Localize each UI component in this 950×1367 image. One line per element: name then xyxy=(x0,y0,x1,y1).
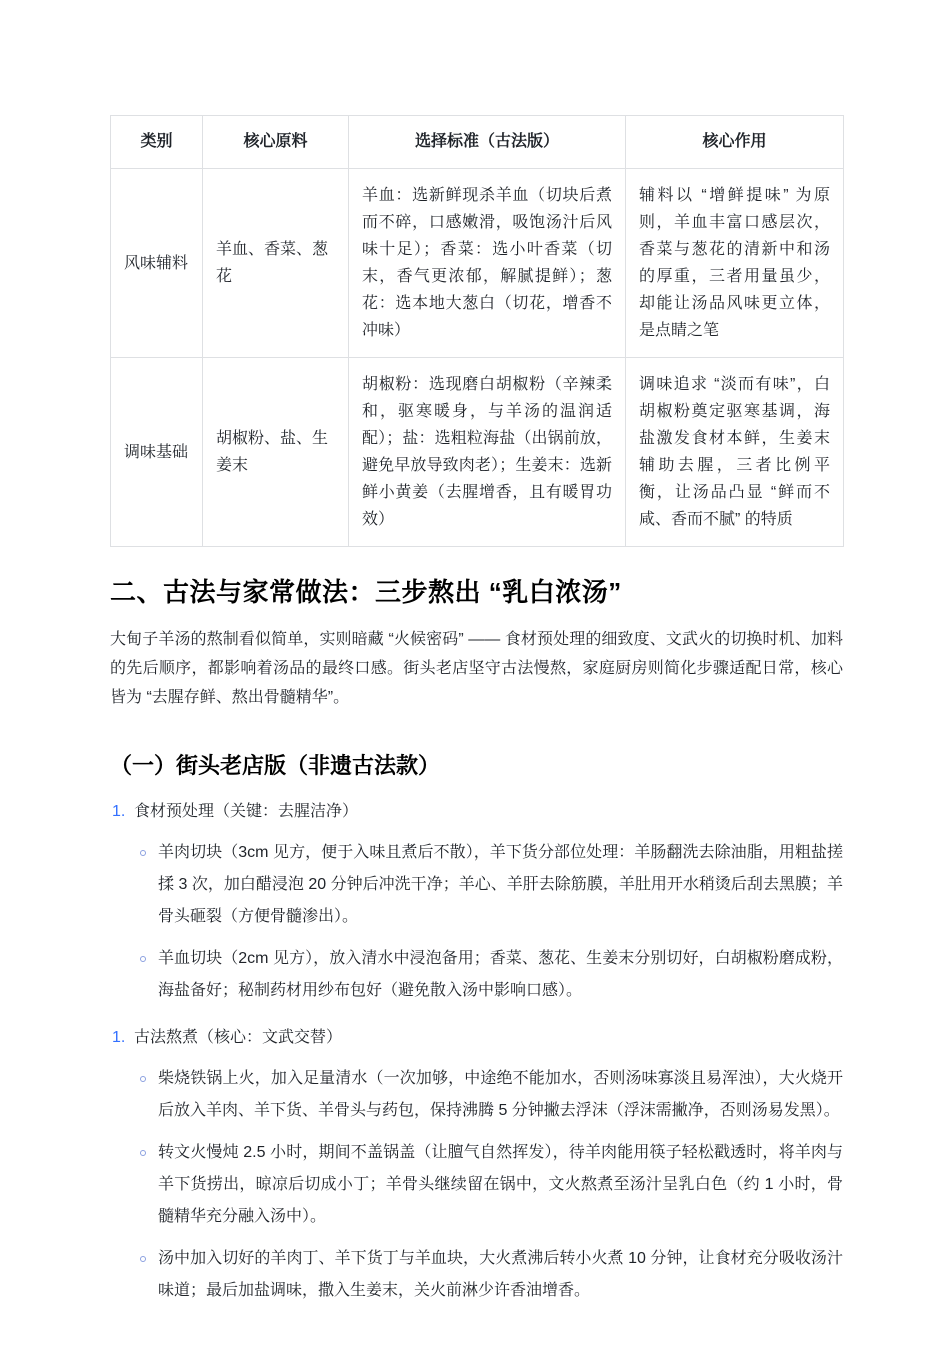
step-item-preprocessing xyxy=(110,797,843,1007)
list-item xyxy=(140,1137,843,1233)
step-label: 古法熬煮（核心：文武交替） xyxy=(134,1029,343,1046)
document-page xyxy=(110,0,843,1367)
bullet-text: 柴烧铁锅上火，加入足量清水（一次加够，中途绝不能加水，否则汤味寡淡且易浑浊），大火烧开后放入羊肉、羊下货、羊骨头与药包，保持沸腾 5 分钟撇去浮沫（浮沫需撇净，否则汤易发黑）。 xyxy=(158,1070,843,1119)
list-item xyxy=(140,943,843,1007)
col-header-standard: 选择标准（古法版） xyxy=(349,116,626,169)
cell-ingredients: 羊血、香菜、葱花 xyxy=(203,169,349,358)
list-item xyxy=(140,1063,843,1127)
table-header-row xyxy=(111,116,844,169)
bullet-text: 羊肉切块（3cm 见方，便于入味且煮后不散），羊下货分部位处理：羊肠翻洗去除油脂，用粗盐搓揉 3 次，加白醋浸泡 20 分钟后冲洗干净；羊心、羊肝去除筋膜，羊肚用开水稍烫后刮去黑膜；羊骨头砸裂（方便骨髓渗出）。 xyxy=(158,844,843,925)
list-item xyxy=(140,1243,843,1307)
circle-bullet-icon xyxy=(140,956,146,962)
list-number: 1. xyxy=(112,1029,126,1046)
cell-category: 调味基础 xyxy=(111,358,203,547)
step-heading xyxy=(110,1023,843,1053)
ingredient-table xyxy=(110,115,844,547)
circle-bullet-icon xyxy=(140,1076,146,1082)
section-intro-paragraph: 大甸子羊汤的熬制看似简单，实则暗藏 “火候密码” —— 食材预处理的细致度、文武火的切换时机、加料的先后顺序，都影响着汤品的最终口感。街头老店坚守古法慢熬，家庭厨房则简化步骤适配日常，核心皆为 “去腥存鲜、熬出骨髓精华”。 xyxy=(110,631,843,706)
section-title: 二、古法与家常做法：三步熬出 “乳白浓汤” xyxy=(110,577,622,607)
cell-role: 调味追求 “淡而有味”，白胡椒粉奠定驱寒基调，海盐激发食材本鲜，生姜末辅助去腥，三者比例平衡，让汤品凸显 “鲜而不咸、香而不腻” 的特质 xyxy=(626,358,844,547)
circle-bullet-icon xyxy=(140,850,146,856)
step-item-boiling xyxy=(110,1023,843,1307)
list-item xyxy=(140,837,843,933)
bullet-text: 转文火慢炖 2.5 小时，期间不盖锅盖（让膻气自然挥发），待羊肉能用筷子轻松戳透时，将羊肉与羊下货捞出，晾凉后切成小丁；羊骨头继续留在锅中，文火熬煮至汤汁呈乳白色（约 1 小时，骨髓精华充分融入汤中）。 xyxy=(158,1144,843,1225)
col-header-category: 类别 xyxy=(111,116,203,169)
cell-standard: 胡椒粉：选现磨白胡椒粉（辛辣柔和，驱寒暖身，与羊汤的温润适配）；盐：选粗粒海盐（出锅前放，避免早放导致肉老）；生姜末：选新鲜小黄姜（去腥增香，且有暖胃功效） xyxy=(349,358,626,547)
cell-ingredients: 胡椒粉、盐、生姜末 xyxy=(203,358,349,547)
cell-standard: 羊血：选新鲜现杀羊血（切块后煮而不碎，口感嫩滑，吸饱汤汁后风味十足）；香菜：选小叶香菜（切末，香气更浓郁，解腻提鲜）；葱花：选本地大葱白（切花，增香不冲味） xyxy=(349,169,626,358)
bullet-text: 汤中加入切好的羊肉丁、羊下货丁与羊血块，大火煮沸后转小火煮 10 分钟，让食材充分吸收汤汁味道；最后加盐调味，撒入生姜末，关火前淋少许香油增香。 xyxy=(158,1250,843,1299)
col-header-ingredients: 核心原料 xyxy=(203,116,349,169)
circle-bullet-icon xyxy=(140,1150,146,1156)
cell-category: 风味辅料 xyxy=(111,169,203,358)
circle-bullet-icon xyxy=(140,1256,146,1262)
step-label: 食材预处理（关键：去腥洁净） xyxy=(134,803,359,820)
table-row xyxy=(111,169,844,358)
subsection-title: （一）街头老店版（非遗古法款） xyxy=(110,753,441,778)
bullet-text: 羊血切块（2cm 见方），放入清水中浸泡备用；香菜、葱花、生姜末分别切好，白胡椒粉磨成粉，海盐备好；秘制药材用纱布包好（避免散入汤中影响口感）。 xyxy=(158,950,843,999)
table-row xyxy=(111,358,844,547)
col-header-role: 核心作用 xyxy=(626,116,844,169)
list-number: 1. xyxy=(112,803,126,820)
step-heading xyxy=(110,797,843,827)
cell-role: 辅料以 “增鲜提味” 为原则，羊血丰富口感层次，香菜与葱花的清新中和汤的厚重，三者用量虽少，却能让汤品风味更立体，是点睛之笔 xyxy=(626,169,844,358)
